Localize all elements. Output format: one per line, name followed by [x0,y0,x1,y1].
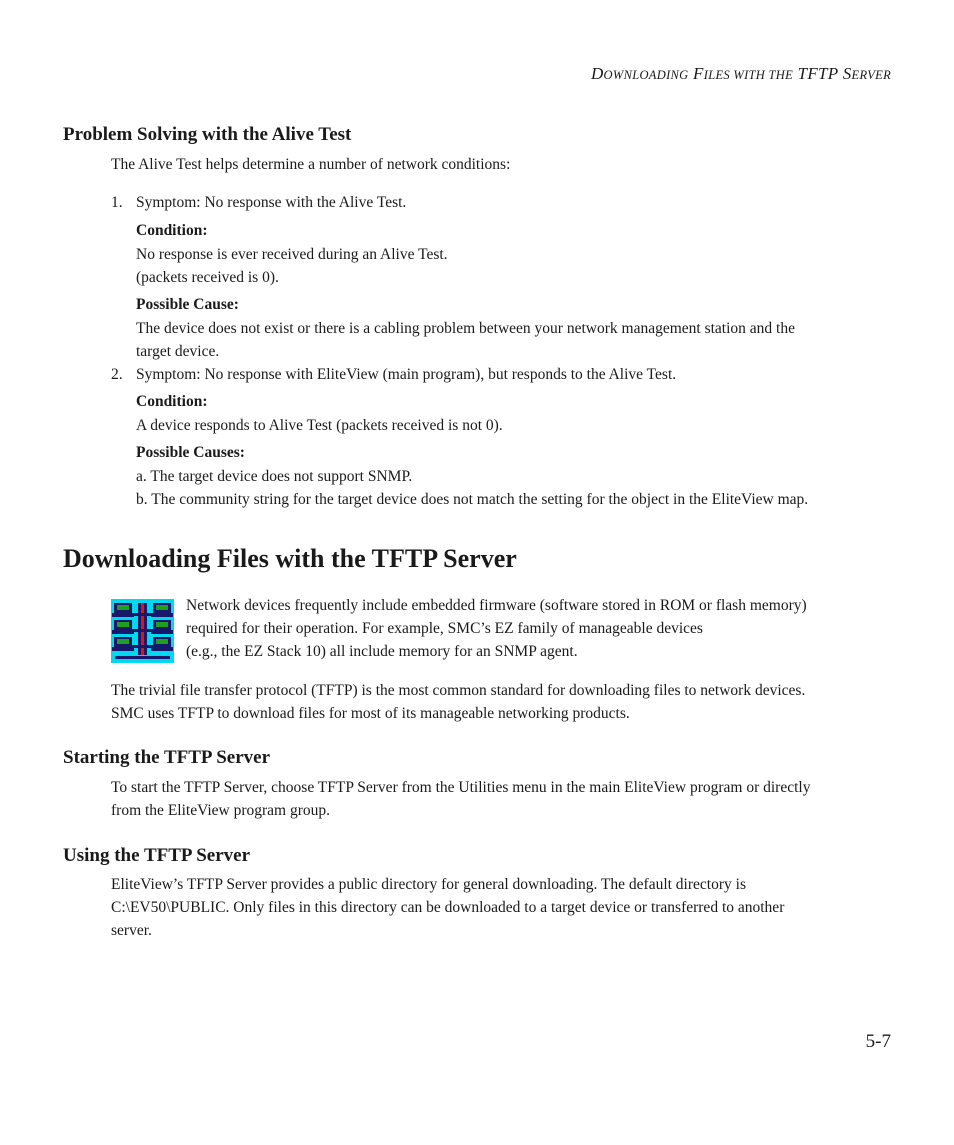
symptom-text: Symptom: No response with EliteView (main program), but responds to the Alive Test. [136,366,677,383]
body-paragraph: EliteView’s TFTP Server provides a public directory for general downloading. The default directory is [111,876,746,893]
cause-text: a. The target device does not support SNMP. [136,468,413,485]
cause-label: Possible Cause: [136,296,239,313]
symptom-text: Symptom: No response with the Alive Test. [136,194,407,211]
intro-paragraph: The Alive Test helps determine a number of network conditions: [111,156,511,173]
list-number: 2. [111,366,123,383]
body-paragraph: To start the TFTP Server, choose TFTP Server from the Utilities menu in the main EliteView program or directly [111,779,811,796]
network-devices-icon [111,599,174,663]
cause-text: target device. [136,343,220,360]
note-text: (e.g., the EZ Stack 10) all include memory for an SNMP agent. [186,643,578,660]
note-text: required for their operation. For example, SMC’s EZ family of manageable devices [186,620,703,637]
condition-label: Condition: [136,222,208,239]
section-heading-starting: Starting the TFTP Server [63,747,271,768]
cause-label: Possible Causes: [136,444,245,461]
note-text: Network devices frequently include embedded firmware (software stored in ROM or flash memory) [186,597,807,614]
condition-label: Condition: [136,393,208,410]
running-head: DOWNLOADING FILES WITH THE TFTP SERVER [590,64,891,83]
cause-text: b. The community string for the target device does not match the setting for the object in the EliteView map. [136,491,809,508]
section-heading-using: Using the TFTP Server [63,845,251,866]
body-paragraph: The trivial file transfer protocol (TFTP) is the most common standard for downloading files to network devices. [111,682,806,699]
body-paragraph: server. [111,922,152,939]
body-paragraph: from the EliteView program group. [111,802,331,819]
condition-text: No response is ever received during an Alive Test. [136,246,448,263]
list-number: 1. [111,194,123,211]
condition-text: (packets received is 0). [136,269,279,286]
page-number: 5-7 [865,1031,891,1052]
chapter-heading-tftp: Downloading Files with the TFTP Server [63,544,517,573]
cause-text: The device does not exist or there is a cabling problem between your network management station and the [136,320,795,337]
body-paragraph: C:\EV50\PUBLIC. Only files in this directory can be downloaded to a target device or transferred to another [111,899,785,916]
body-paragraph: SMC uses TFTP to download files for most of its manageable networking products. [111,705,630,722]
section-heading-alive-test: Problem Solving with the Alive Test [63,124,352,145]
condition-text: A device responds to Alive Test (packets received is not 0). [136,417,503,434]
